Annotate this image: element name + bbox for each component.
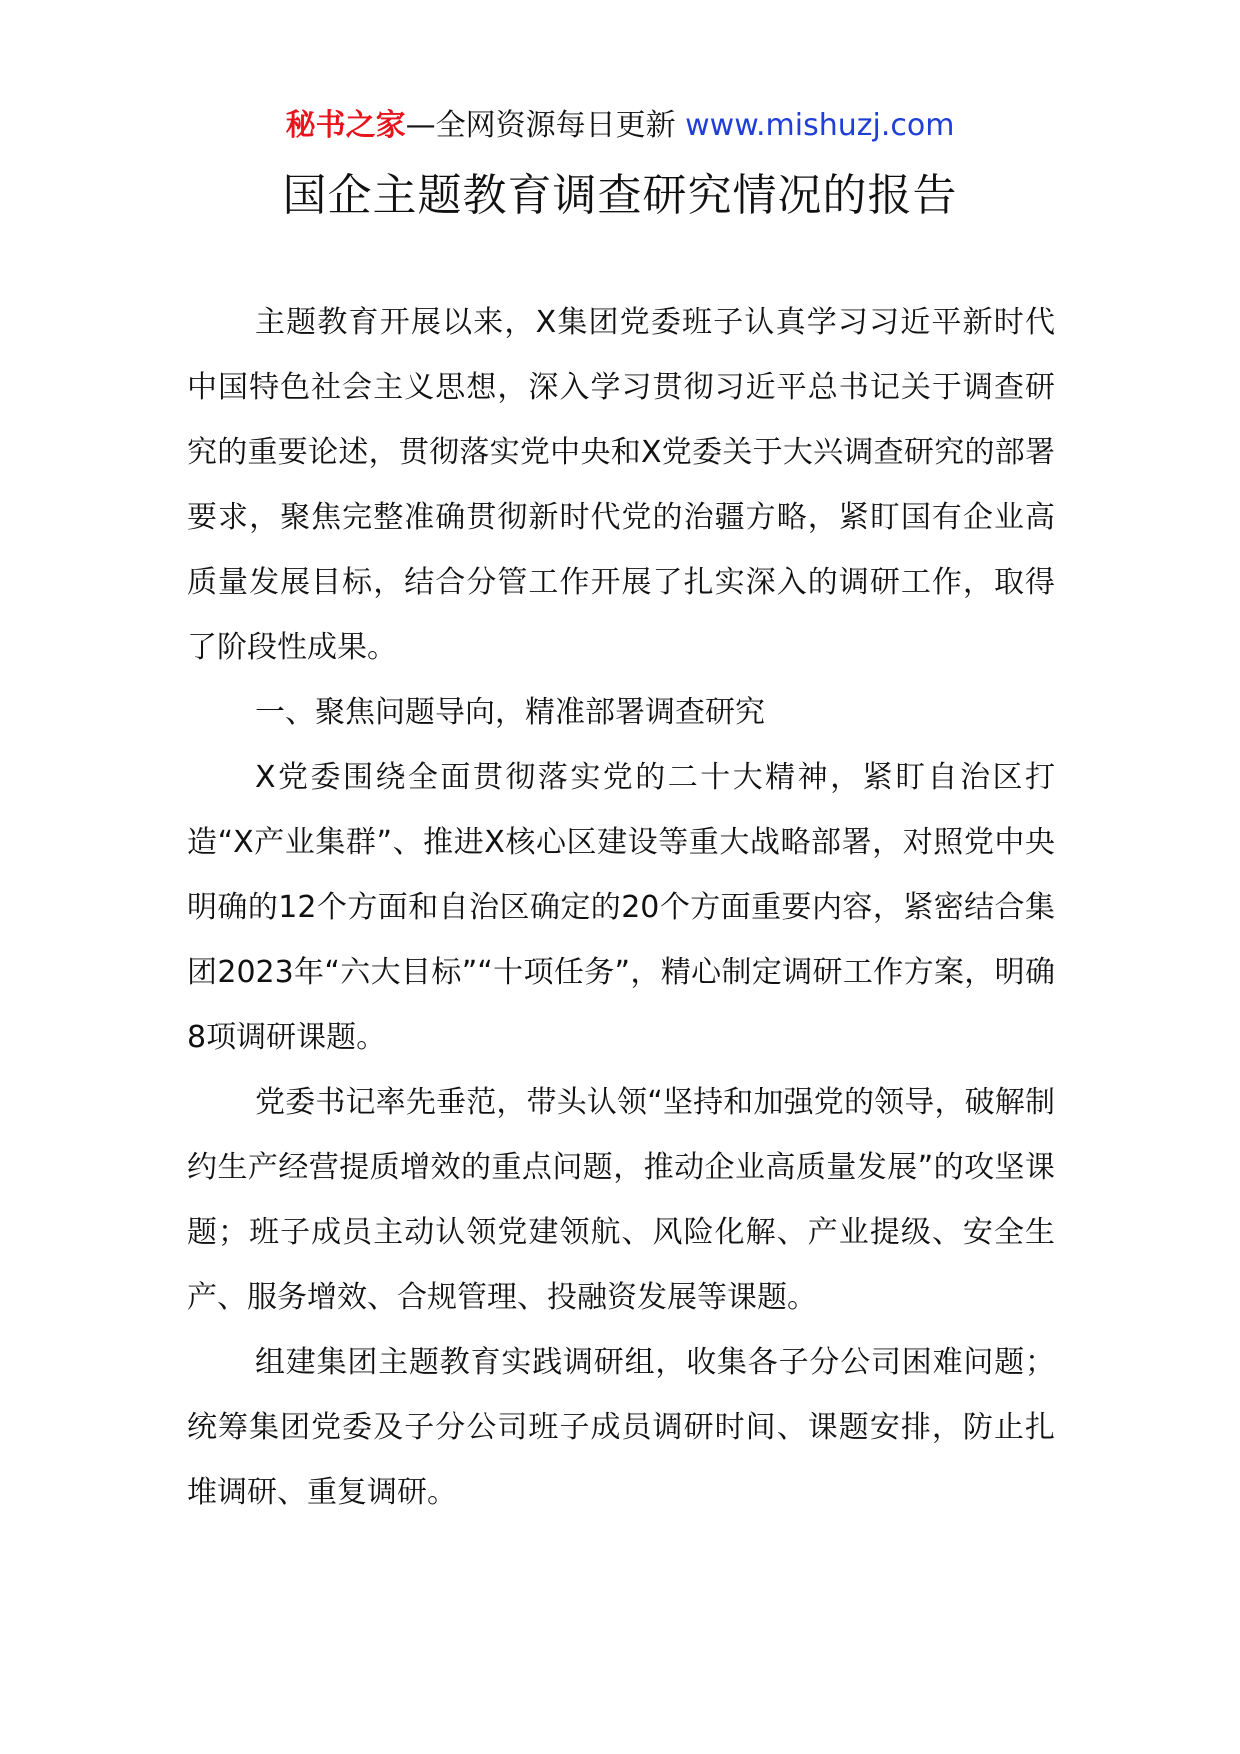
- banner-brand: 秘书之家: [285, 108, 406, 143]
- paragraph-deployment: X党委围绕全面贯彻落实党的二十大精神，紧盯自治区打造“X产业集群”、推进X核心区建设等重大战略部署，对照党中央明确的12个方面和自治区确定的20个方面重要内容，紧密结合集团2023年“六大目标”“十项任务”，精心制定调研工作方案，明确8项调研课题。: [187, 760, 1055, 1055]
- paragraph-secretary: 党委书记率先垂范，带头认领“坚持和加强党的领导，破解制约生产经营提质增效的重点问题，推动企业高质量发展”的攻坚课题；班子成员主动认领党建领航、风险化解、产业提级、安全生产、服务增效、合规管理、投融资发展等课题。: [187, 1085, 1055, 1315]
- paragraph-intro: 主题教育开展以来，X集团党委班子认真学习习近平新时代中国特色社会主义思想，深入学习贯彻习近平总书记关于调查研究的重要论述，贯彻落实党中央和X党委关于大兴调查研究的部署要求，聚焦完整准确贯彻新时代党的治疆方略，紧盯国有企业高质量发展目标，结合分管工作开展了扎实深入的调研工作，取得了阶段性成果。: [187, 305, 1055, 665]
- banner-slogan: —全网资源每日更新: [405, 108, 686, 143]
- document-title: 国企主题教育调查研究情况的报告: [282, 170, 958, 221]
- header-banner: [0, 104, 1240, 148]
- document-body: [187, 290, 1055, 1525]
- banner-url-link[interactable]: www.mishuzj.com: [685, 108, 955, 143]
- section-heading-1: 一、聚焦问题导向，精准部署调查研究: [255, 695, 765, 730]
- paragraph-research-group: 组建集团主题教育实践调研组，收集各子分公司困难问题；统筹集团党委及子分公司班子成员调研时间、课题安排，防止扎堆调研、重复调研。: [187, 1345, 1055, 1510]
